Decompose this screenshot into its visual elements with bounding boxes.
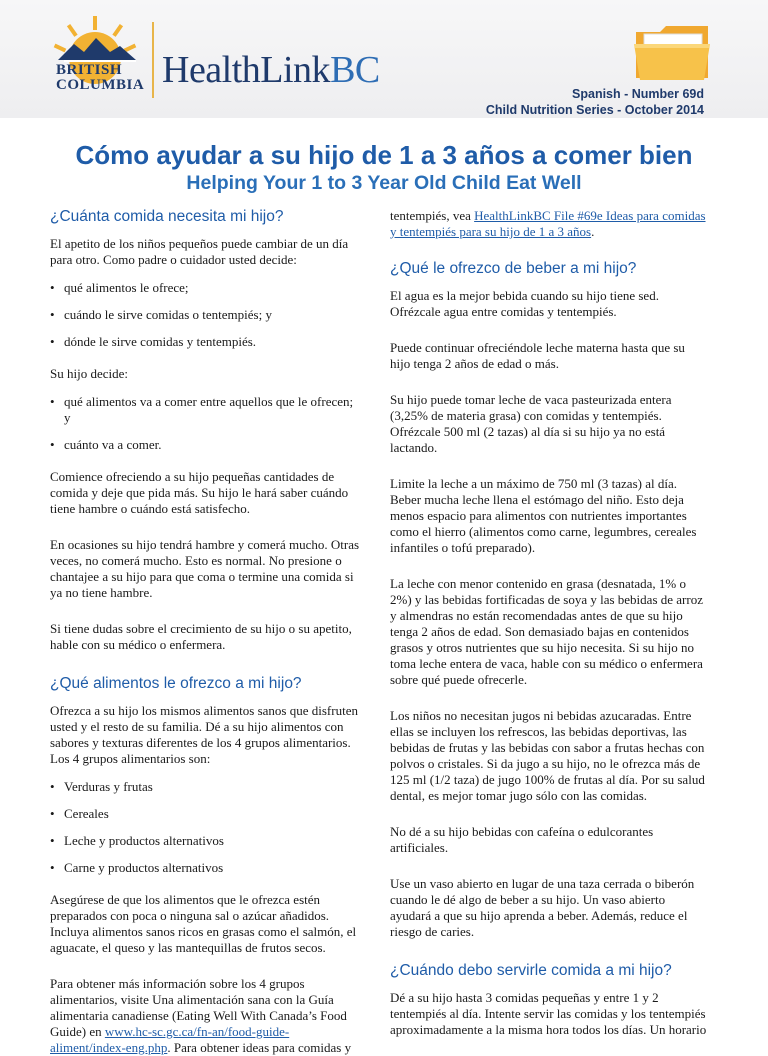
logo-divider xyxy=(152,22,154,98)
list-item: • Verduras y frutas xyxy=(50,779,362,795)
section-heading: ¿Cuánta comida necesita mi hijo? xyxy=(50,208,284,225)
list-item: • Carne y productos alternativos xyxy=(50,860,362,876)
series-name: Child Nutrition Series - October 2014 xyxy=(485,103,704,117)
paragraph: El agua es la mejor bebida cuando su hijo tiene sed. Ofrézcale agua entre comidas y tentempiés. xyxy=(390,288,659,319)
document-title: Cómo ayudar a su hijo de 1 a 3 años a comer bien xyxy=(75,140,693,170)
paragraph: Su hijo puede tomar leche de vaca pasteurizada entera (3,25% de materia grasa) con comidas y tentempiés. Ofrézcale 500 ml (2 tazas) al día si su hijo ya no está lactando. xyxy=(390,392,672,455)
healthlinkbc-file-link[interactable]: HealthLinkBC File #69e Ideas para comidas y tentempiés para su hijo de 1 a 3 años xyxy=(390,208,706,239)
section-heading: ¿Cuándo debo servirle comida a mi hijo? xyxy=(390,962,672,979)
paragraph: Su hijo decide: xyxy=(50,366,128,381)
paragraph: No dé a su hijo bebidas con cafeína o edulcorantes artificiales. xyxy=(390,824,654,855)
series-number: Spanish - Number 69d xyxy=(572,87,704,101)
paragraph-text: . Para obtener ideas para comidas y xyxy=(167,1040,352,1055)
list-item: • dónde le sirve comidas y tentempiés. xyxy=(50,334,362,350)
brand-main: HealthLink xyxy=(162,49,331,91)
bc-logo-line2: COLUMBIA xyxy=(56,77,145,93)
paragraph: Comience ofreciendo a su hijo pequeñas cantidades de comida y deje que pida más. Su hijo le hará saber cuándo tiene hambre o cuándo está satisfecho. xyxy=(50,469,349,516)
paragraph: Limite la leche a un máximo de 750 ml (3 tazas) al día. Beber mucha leche llena el estómago del niño. Esto deja menos espacio para alimentos con nutrientes importantes como el hierro (alimentos como carne, legumbres, cereales infantiles o tofú preparado). xyxy=(390,476,697,555)
paragraph: Asegúrese de que los alimentos que le ofrezca estén preparados con poca o ninguna sal o azúcar añadidos. Incluya alimentos sanos ricos en grasas como el salmón, el aguacate, el queso y las mantequillas de frutos secos. xyxy=(50,892,357,955)
left-column xyxy=(50,208,362,1056)
right-column xyxy=(390,208,708,1038)
paragraph: Si tiene dudas sobre el crecimiento de su hijo o su apetito, hable con su médico o enfermera. xyxy=(50,621,352,652)
list-item: • cuándo le sirve comidas o tentempiés; y xyxy=(50,307,362,323)
section-heading: ¿Qué alimentos le ofrezco a mi hijo? xyxy=(50,675,302,692)
paragraph: En ocasiones su hijo tendrá hambre y comerá mucho. Otras veces, no comerá mucho. Esto es normal. No presione o chantajee a su hijo para que coma o termine una comida si ya no tiene hambre. xyxy=(50,537,360,600)
paragraph-text: Para obtener más información sobre los 4 grupos alimentarios, visite Una alimentación sana con la Guía alimentaria canadiense (Eating Well With Canada’s Food Guide) en xyxy=(50,976,347,1039)
paragraph xyxy=(50,976,362,1056)
bc-logo-line1: BRITISH xyxy=(56,62,123,78)
healthlinkbc-wordmark xyxy=(162,48,380,92)
series-info xyxy=(486,86,704,118)
list-item: • cuánto va a comer. xyxy=(50,437,362,453)
paragraph: Los niños no necesitan jugos ni bebidas azucaradas. Entre ellas se incluyen los refrescos, las bebidas deportivas, las bebidas de frutas y las bebidas con sabor a frutas hechas con polvos o cristales. Si da jugo a su hijo, no le ofrezca más de 125 ml (1/2 taza) de jugo 100% de frutas al día. Por su salud dental, es mejor tomar jugo sólo con las comidas. xyxy=(390,708,705,803)
paragraph: Puede continuar ofreciéndole leche materna hasta que su hijo tenga 2 años de edad o más. xyxy=(390,340,685,371)
folder-icon xyxy=(630,18,714,86)
paragraph-text: . xyxy=(591,224,595,239)
section-heading: ¿Qué le ofrezco de beber a mi hijo? xyxy=(390,260,637,277)
bullet-list xyxy=(50,779,362,876)
bc-sunset-logo-icon xyxy=(50,10,150,110)
paragraph: Ofrezca a su hijo los mismos alimentos sanos que disfruten usted y el resto de su familia. Dé a su hijo alimentos con sabores y texturas diferentes de los 4 grupos alimentarios. Los 4 grupos alimentarios son: xyxy=(50,703,358,766)
food-guide-link[interactable]: www.hc-sc.gc.ca/fn-an/food-guide-aliment/index-eng.php xyxy=(50,1024,290,1055)
list-item: • Cereales xyxy=(50,806,362,822)
paragraph: La leche con menor contenido en grasa (desnatada, 1% o 2%) y las bebidas fortificadas de soya y las bebidas de arroz y almendras no están recomendadas antes de que su hijo tenga 2 años de edad. Son demasiado bajas en contenidos grasos y otros nutrientes que su hijo necesita. Si su hijo no toma leche entera de vaca, hable con su médico o enfermera sobre qué puede ofrecerle. xyxy=(390,576,703,687)
list-item: • qué alimentos le ofrece; xyxy=(50,280,362,296)
bc-logo-text xyxy=(56,63,144,93)
paragraph: El apetito de los niños pequeños puede cambiar de un día para otro. Como padre o cuidador usted decide: xyxy=(50,236,349,267)
bullet-list xyxy=(50,394,362,453)
document-subtitle: Helping Your 1 to 3 Year Old Child Eat Well xyxy=(186,172,582,194)
paragraph-text: tentempiés, vea xyxy=(390,208,475,223)
paragraph: Use un vaso abierto en lugar de una taza cerrada o biberón cuando le dé algo de beber a su hijo. Un vaso abierto ayudará a que su hijo aprenda a beber. Además, reduce el riesgo de caries. xyxy=(390,876,695,939)
brand-suffix: BC xyxy=(330,49,380,91)
paragraph xyxy=(390,208,708,240)
list-item: • qué alimentos va a comer entre aquellos que le ofrecen; y xyxy=(50,394,362,426)
bullet-list xyxy=(50,280,362,350)
header-banner xyxy=(0,0,768,118)
paragraph: Dé a su hijo hasta 3 comidas pequeñas y entre 1 y 2 tentempiés al día. Intente servir las comidas y los tentempiés aproximadamente a la misma hora todos los días. Un horario xyxy=(390,990,707,1037)
list-item: • Leche y productos alternativos xyxy=(50,833,362,849)
